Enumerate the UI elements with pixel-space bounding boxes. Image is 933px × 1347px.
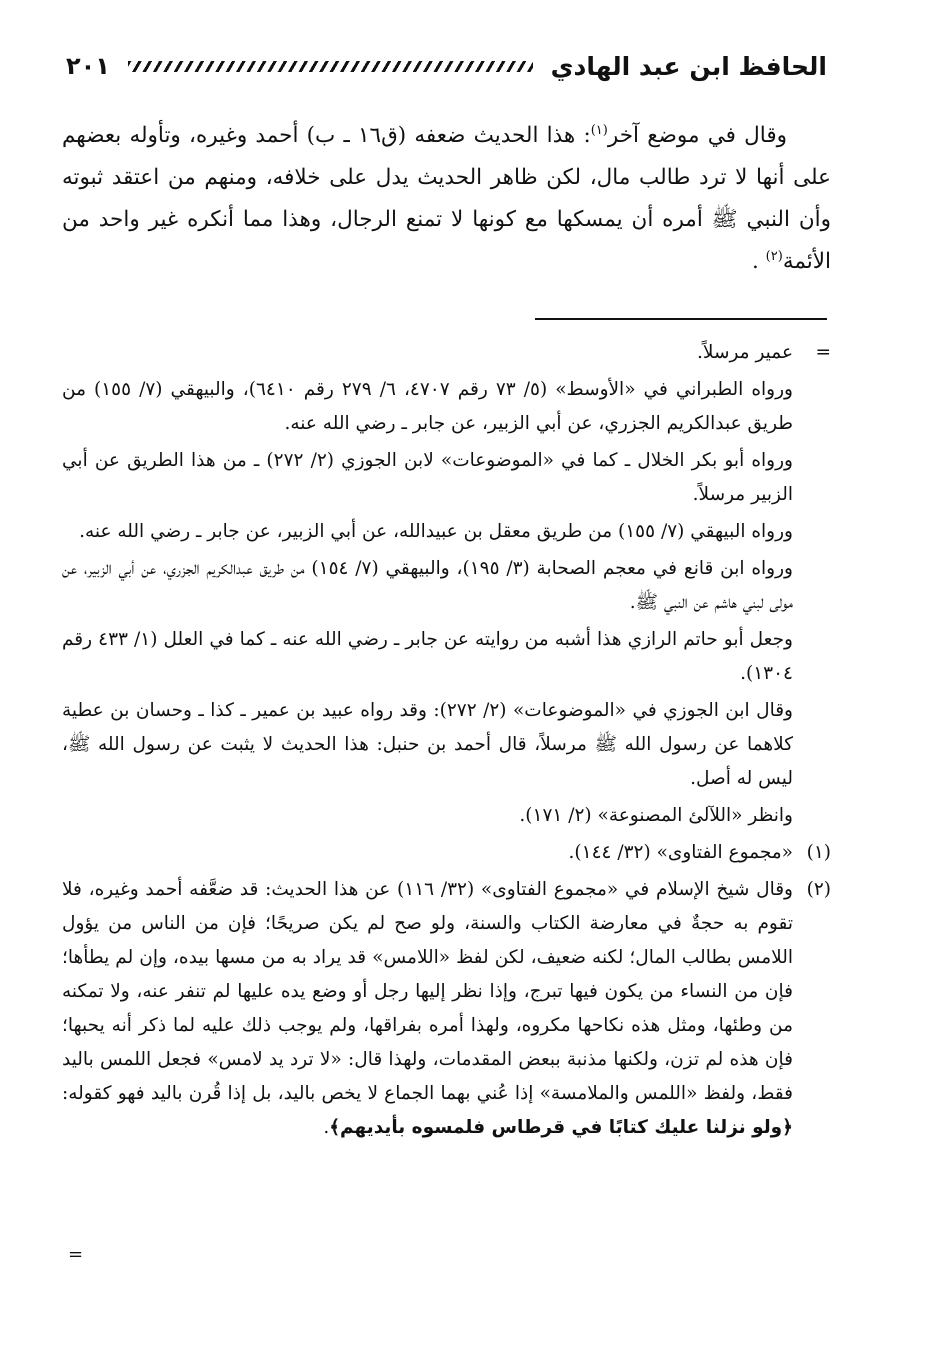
footnote-paragraph: عمير مرسلاً. [697, 342, 793, 363]
quran-verse: ﴿ولو نزلنا عليك كتابًا في قرطاس فلمسوه بأيديهم﴾ [329, 1117, 793, 1138]
main-text-part: : هذا الحديث ضعفه (ق١٦ ـ ب) أحمد وغيره، وتأوله بعضهم على أنها لا ترد طالب مال، لكن ظاهر الحديث يدل على خلافه، ومنهم من اعتقد ثبوته وأن النبي ﷺ أمره أن يمسكها مع كونها لا تمنع الرجال، وهذا مما أنكره غير واحد من الأئمة [62, 123, 831, 274]
running-title: الحافظ ابن عبد الهادي [550, 51, 827, 81]
footnote-ref-1: (١) [590, 122, 608, 138]
footnote-paragraph: وانظر «اللآلئ المصنوعة» (٢/ ١٧١). [519, 805, 793, 826]
main-text [62, 115, 831, 283]
header-rule [128, 61, 533, 72]
footnote-paragraph: ورواه الطبراني في «الأوسط» (٥/ ٧٣ رقم ٤٧٠٧، ٦/ ٢٧٩ رقم ٦٤١٠)، والبيهقي (٧/ ١٥٥) من طريق عبدالكريم الجزري، عن أبي الزبير، عن جابر ـ رضي الله عنه. [62, 379, 793, 434]
page-number: ٢٠١ [66, 52, 110, 80]
main-paragraph [62, 115, 831, 283]
footnote-paragraph: ورواه البيهقي (٧/ ١٥٥) من طريق معقل بن عبيدالله، عن أبي الزبير، عن جابر ـ رضي الله عنه. [79, 521, 793, 542]
footnote-1-marker: (١) [806, 842, 831, 863]
footnote-1 [62, 836, 831, 870]
footnote-2-end: . [323, 1117, 330, 1138]
footnote-paragraph: وقال ابن الجوزي في «الموضوعات» (٢/ ٢٧٢): وقد رواه عبيد بن عمير ـ كذا ـ وحسان بن عطية كلاهما عن رسول الله ﷺ مرسلاً، قال أحمد بن حنبل: هذا الحديث لا يثبت عن رسول الله ﷺ، ليس له أصل. [62, 700, 793, 789]
continuation-marker: = [815, 342, 831, 363]
main-text-part: وقال في موضع آخر [607, 123, 787, 148]
footnote-2-body: وقال شيخ الإسلام في «مجموع الفتاوى» (٣٢/ ١١٦) عن هذا الحديث: قد ضعَّفه أحمد وغيره، فلا تقوم به حجةٌ في معارضة الكتاب والسنة، ولو صح لم يكن صريحًا؛ فإن من الناس من يؤول اللامس بطالب المال؛ لكنه ضعيف، لكن لفظ «اللامس» قد يراد به من مسها بيده، وإن لم يطأها؛ فإن من النساء من يكون فيها تبرج، وإذا نظر إليها رجل أو وضع يده عليها لم تنفر عنه، ولا تمكنه من وطئها، ومثل هذه نكاحها مكروه، ولهذا أمره بفراقها، ولم يوجب ذلك عليه لما ذكر أنه يحبها؛ فإن هذه لم تزن، ولكنها مذنبة ببعض المقدمات، ولهذا قال: «لا ترد يد لامس» فجعل اللمس باليد فقط، ولفظ «اللمس والملامسة» إذا عُني بهما الجماع لا يخص باليد، بل إذا قُرن باليد فهو كقوله: [62, 879, 793, 1104]
page-header [66, 42, 827, 90]
continues-marker: = [68, 1244, 84, 1265]
footnote-ref-2: (٢) [765, 248, 783, 264]
footnotes [62, 336, 831, 1148]
footnote-1-text: «مجموع الفتاوى» (٣٢/ ١٤٤). [568, 842, 793, 863]
footnote-2-marker: (٢) [806, 879, 831, 900]
footnote-2-text [62, 873, 793, 1145]
footnote-2 [62, 873, 831, 1145]
footnote-paragraph: ورواه أبو بكر الخلال ـ كما في «الموضوعات» لابن الجوزي (٢/ ٢٧٢) ـ من هذا الطريق عن أبي الزبير مرسلاً. [62, 450, 793, 505]
footnote-paragraph: وجعل أبو حاتم الرازي هذا أشبه من روايته عن جابر ـ رضي الله عنه ـ كما في العلل (١/ ٤٣٣ رقم ١٣٠٤). [62, 629, 793, 684]
footnote-divider [535, 318, 827, 320]
footnote-continuation [62, 336, 831, 833]
main-text-part: . [752, 249, 766, 274]
footnote-paragraph: ورواه ابن قانع في معجم الصحابة (٣/ ١٩٥)، والبيهقي (٧/ ١٥٤) من طريق عبدالكريم الجزري، عن أبي الزبير، عن مولى لبني هاشم عن النبي ﷺ. [62, 558, 793, 613]
